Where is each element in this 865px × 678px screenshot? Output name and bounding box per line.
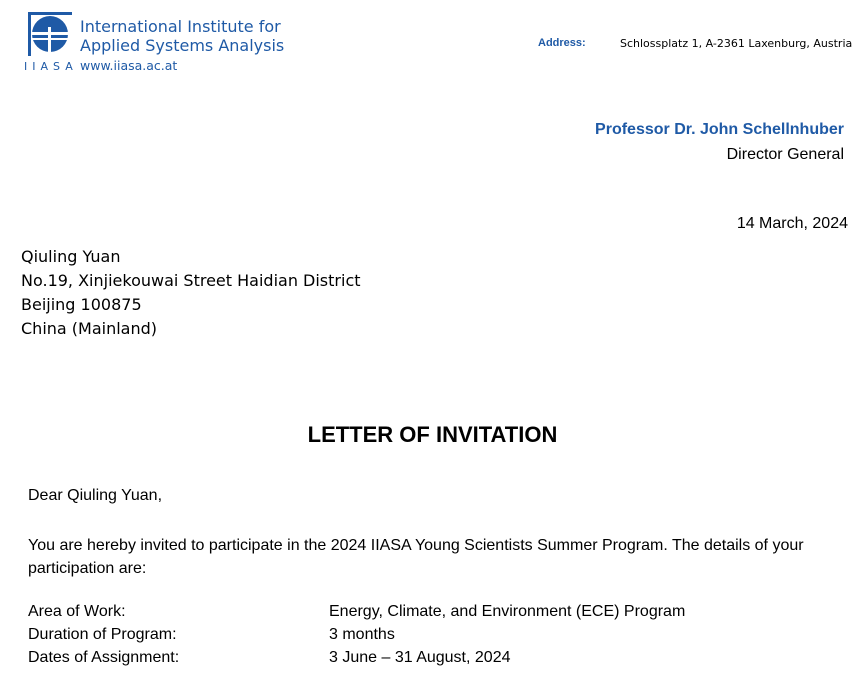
org-name-line2: Applied Systems Analysis xyxy=(80,36,285,55)
address-label: Address: xyxy=(538,37,586,49)
letter-heading: LETTER OF INVITATION xyxy=(307,422,558,447)
intro-paragraph: You are hereby invited to participate in the 2024 IIASA Young Scientists Summer Program. The details of your participation are: xyxy=(28,537,804,577)
org-acronym: IIASA xyxy=(24,60,78,73)
recipient-country: China (Mainland) xyxy=(21,319,158,338)
letter-date: 14 March, 2024 xyxy=(736,215,848,232)
detail-label-duration: Duration of Program: xyxy=(28,626,177,643)
detail-value-dates: 3 June – 31 August, 2024 xyxy=(329,649,511,666)
detail-value-area: Energy, Climate, and Environment (ECE) Program xyxy=(329,603,686,620)
recipient-street: No.19, Xinjiekouwai Street Haidian District xyxy=(21,271,361,290)
iiasa-logo-icon xyxy=(28,12,72,56)
detail-label-dates: Dates of Assignment: xyxy=(28,649,180,666)
org-name-line1: International Institute for xyxy=(80,17,281,36)
detail-value-duration: 3 months xyxy=(329,626,395,643)
sender-name: Professor Dr. John Schellnhuber xyxy=(595,121,844,138)
recipient-name: Qiuling Yuan xyxy=(21,247,121,266)
website-link[interactable]: www.iiasa.ac.at xyxy=(80,58,178,73)
sender-title: Director General xyxy=(726,146,844,163)
address-value: Schlossplatz 1, A-2361 Laxenburg, Austria xyxy=(620,37,853,50)
detail-label-area: Area of Work: xyxy=(28,603,126,620)
recipient-city: Beijing 100875 xyxy=(21,295,142,314)
salutation: Dear Qiuling Yuan, xyxy=(28,487,163,504)
